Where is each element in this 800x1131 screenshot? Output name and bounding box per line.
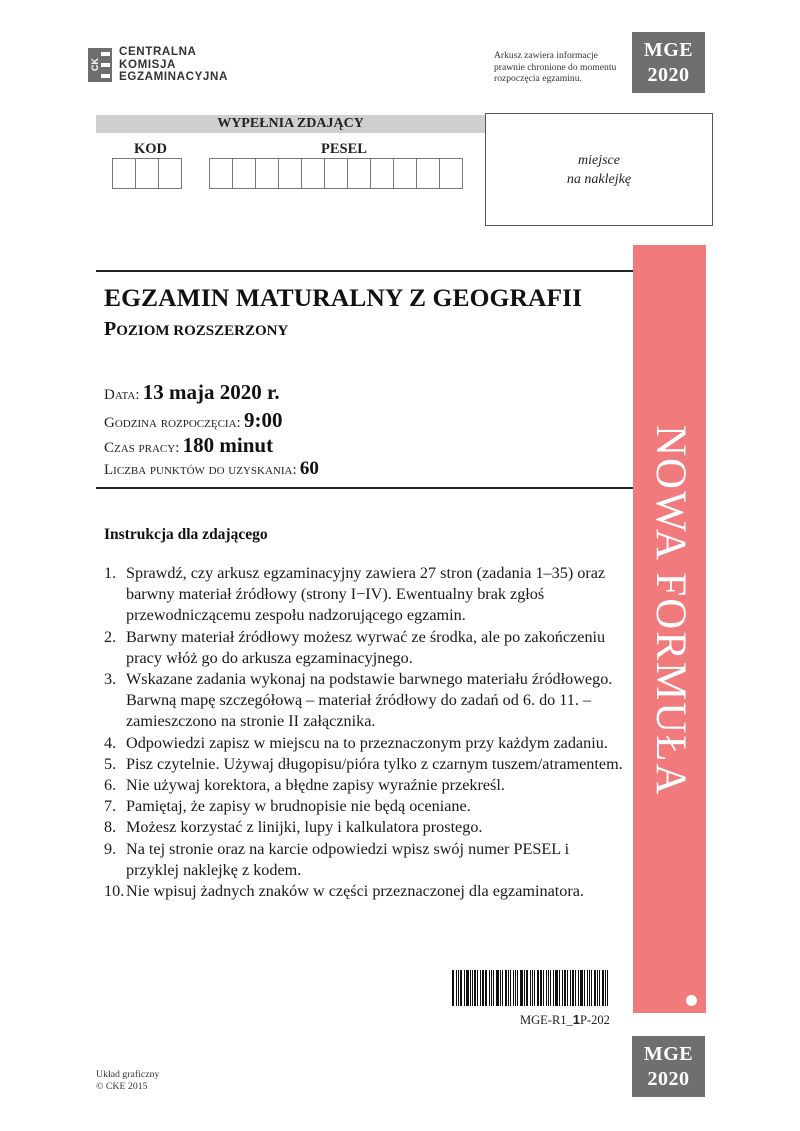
notice-line: prawnie chronione do momentu <box>494 61 617 73</box>
instruction-item <box>104 817 624 838</box>
notice-line: rozpoczęcia egzaminu. <box>494 73 582 84</box>
item-number: 2. <box>104 627 117 646</box>
pesel-digit-box[interactable] <box>393 158 417 189</box>
meta-label: Liczba punktów do uzyskania: <box>104 462 297 478</box>
item-text: Odpowiedzi zapisz w miejscu na to przeznaczonym przy każdym zadaniu. <box>126 733 608 752</box>
item-number: 6. <box>104 776 117 795</box>
footer-line: © CKE 2015 <box>96 1081 148 1092</box>
instruction-item <box>104 775 624 796</box>
instruction-item <box>104 733 624 754</box>
divider <box>96 487 633 489</box>
badge-year: 2020 <box>647 64 690 86</box>
pesel-digit-box[interactable] <box>255 158 279 189</box>
badge-code: MGE <box>643 1043 694 1065</box>
footer-line: Układ graficzny <box>96 1069 160 1080</box>
exam-code-badge <box>632 32 705 93</box>
notice-line: Arkusz zawiera informacje <box>494 50 598 61</box>
pesel-digit-box[interactable] <box>370 158 394 189</box>
item-number: 4. <box>104 733 117 752</box>
meta-label: Godzina rozpoczęcia: <box>104 415 241 431</box>
item-text: Możesz korzystać z linijki, lupy i kalkulatora prostego. <box>126 818 483 837</box>
sticker-label: miejsce <box>578 152 620 168</box>
item-text: Na tej stronie oraz na karcie odpowiedzi wpisz swój numer PESEL i przyklej naklejkę z kodem. <box>126 839 570 879</box>
candidate-fill-header: WYPEŁNIA ZDAJĄCY <box>96 115 485 133</box>
item-text: Pamiętaj, że zapisy w brudnopisie nie będą oceniane. <box>126 797 471 816</box>
meta-value: 180 minut <box>182 433 274 457</box>
new-formula-label: NOWA FORMUŁA <box>647 425 694 797</box>
band-dot-icon <box>686 995 697 1006</box>
item-text: Wskazane zadania wykonaj na podstawie barwnego materiału źródłowego. Barwną mapę szczegółową – materiał źródłowy do zadań od 6. do 11. – zamieszczono na stronie II załącznika. <box>126 670 613 731</box>
item-text: Pisz czytelnie. Używaj długopisu/pióra tylko z czarnym tuszem/atramentem. <box>126 754 623 773</box>
instruction-item <box>104 796 624 817</box>
instruction-item <box>104 839 624 881</box>
footer-credit <box>96 1069 159 1093</box>
badge-code: MGE <box>643 39 694 61</box>
item-number: 7. <box>104 797 117 816</box>
item-number: 10. <box>104 882 125 901</box>
kod-digit-box[interactable] <box>158 158 182 189</box>
exam-level <box>104 318 288 341</box>
meta-value: 60 <box>299 458 319 479</box>
logo-line: CENTRALNA <box>119 45 197 58</box>
meta-value: 9:00 <box>243 408 283 432</box>
instructions-title: Instrukcja dla zdającego <box>104 526 268 543</box>
sticker-label: na naklejkę <box>566 171 632 187</box>
pesel-digit-box[interactable] <box>439 158 463 189</box>
item-text: Sprawdź, czy arkusz egzaminacyjny zawiera 27 stron (zadania 1–35) oraz barwny materiał źródłowy (strony I−IV). Ewentualny brak zgłoś przewodniczącemu zespołu nadzorującego egzamin. <box>126 564 606 625</box>
kod-input-boxes[interactable] <box>113 158 182 189</box>
level-rest: OZIOM ROZSZERZONY <box>116 323 289 339</box>
instructions-list <box>104 563 624 902</box>
cke-logo-icon <box>88 48 112 82</box>
exam-code-badge-bottom <box>632 1036 705 1097</box>
pesel-digit-box[interactable] <box>324 158 348 189</box>
item-number: 5. <box>104 754 117 773</box>
pesel-digit-box[interactable] <box>301 158 325 189</box>
code-variant: 1 <box>572 1012 581 1027</box>
pesel-label: PESEL <box>321 141 367 157</box>
kod-digit-box[interactable] <box>112 158 136 189</box>
item-text: Nie używaj korektora, a błędne zapisy wyraźnie przekreśl. <box>126 776 505 795</box>
kod-digit-box[interactable] <box>135 158 159 189</box>
divider <box>96 270 633 272</box>
item-number: 9. <box>104 839 117 858</box>
code-prefix: MGE-R1_ <box>520 1013 573 1027</box>
instruction-item <box>104 627 624 669</box>
instruction-item <box>104 669 624 733</box>
exam-date <box>104 380 280 405</box>
meta-label: Data: <box>104 387 140 403</box>
pesel-digit-box[interactable] <box>416 158 440 189</box>
exam-duration <box>104 433 273 458</box>
badge-year: 2020 <box>647 1068 690 1090</box>
item-number: 8. <box>104 818 117 837</box>
pesel-input-boxes[interactable] <box>210 158 463 189</box>
instruction-item <box>104 754 624 775</box>
pesel-digit-box[interactable] <box>209 158 233 189</box>
pesel-digit-box[interactable] <box>232 158 256 189</box>
barcode-icon <box>452 970 610 1006</box>
meta-label: Czas pracy: <box>104 440 180 456</box>
exam-start-time <box>104 408 282 433</box>
logo-line: KOMISJA <box>119 57 177 71</box>
protected-info-notice <box>494 50 616 85</box>
exam-max-points <box>104 458 319 480</box>
logo-line: EGZAMINACYJNA <box>119 70 228 84</box>
new-formula-band <box>633 245 706 1013</box>
kod-label: KOD <box>134 141 168 157</box>
logo-mark-text: CK <box>90 58 100 72</box>
instruction-item <box>104 881 624 902</box>
instruction-item <box>104 563 624 627</box>
item-text: Nie wpisuj żadnych znaków w części przeznaczonej dla egzaminatora. <box>126 882 584 901</box>
sticker-placeholder <box>485 113 713 226</box>
sheet-code <box>520 1012 610 1028</box>
meta-value: 13 maja 2020 r. <box>142 380 280 404</box>
item-number: 1. <box>104 564 117 582</box>
item-number: 3. <box>104 670 117 689</box>
exam-title: EGZAMIN MATURALNY Z GEOGRAFII <box>104 283 583 312</box>
level-initial: P <box>104 318 117 340</box>
code-suffix: P-202 <box>580 1013 610 1027</box>
item-text: Barwny materiał źródłowy możesz wyrwać ze środka, ale po zakończeniu pracy włóż go do arkusza egzaminacyjnego. <box>126 627 606 667</box>
cke-logo-text <box>119 46 228 84</box>
pesel-digit-box[interactable] <box>347 158 371 189</box>
pesel-digit-box[interactable] <box>278 158 302 189</box>
